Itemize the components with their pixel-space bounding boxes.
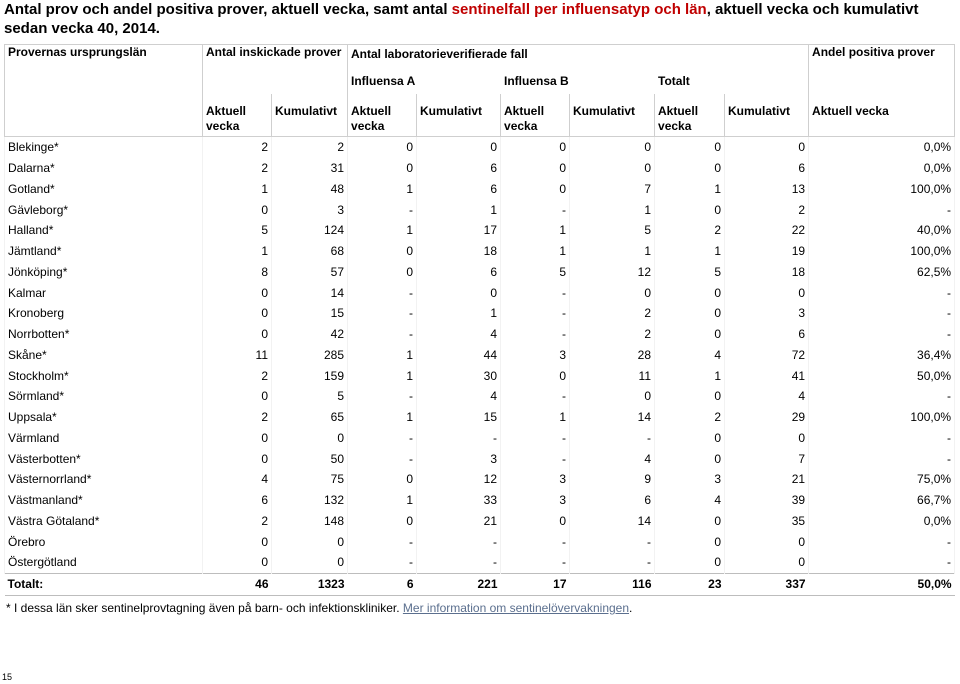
total-label: Totalt: xyxy=(5,573,203,595)
region-cell: Östergötland xyxy=(5,552,203,573)
value-cell: 0 xyxy=(501,137,570,158)
table-row xyxy=(5,282,955,303)
value-cell: 1 xyxy=(655,365,725,386)
value-cell: 0,0% xyxy=(809,511,955,532)
value-cell: 48 xyxy=(272,179,348,200)
value-cell: 22 xyxy=(725,220,809,241)
value-cell: 0 xyxy=(203,428,272,449)
value-cell: 41 xyxy=(725,365,809,386)
value-cell: 7 xyxy=(725,448,809,469)
value-cell: 2 xyxy=(203,511,272,532)
value-cell: 3 xyxy=(501,345,570,366)
table-row xyxy=(5,365,955,386)
region-cell: Dalarna* xyxy=(5,158,203,179)
value-cell: 6 xyxy=(417,158,501,179)
region-cell: Västerbotten* xyxy=(5,448,203,469)
value-cell: 21 xyxy=(725,469,809,490)
region-cell: Norrbotten* xyxy=(5,324,203,345)
value-cell: - xyxy=(570,428,655,449)
value-cell: 0 xyxy=(570,158,655,179)
region-cell: Uppsala* xyxy=(5,407,203,428)
value-cell: 1 xyxy=(501,220,570,241)
region-cell: Halland* xyxy=(5,220,203,241)
value-cell: 1 xyxy=(348,220,417,241)
value-cell: 0 xyxy=(655,552,725,573)
total-cell: 116 xyxy=(570,573,655,595)
value-cell: 100,0% xyxy=(809,179,955,200)
value-cell: - xyxy=(570,531,655,552)
value-cell: 3 xyxy=(272,199,348,220)
value-cell: 14 xyxy=(570,407,655,428)
value-cell: - xyxy=(809,199,955,220)
value-cell: - xyxy=(501,282,570,303)
value-cell: 39 xyxy=(725,490,809,511)
value-cell: 50 xyxy=(272,448,348,469)
value-cell: 2 xyxy=(570,324,655,345)
value-cell: 0 xyxy=(725,282,809,303)
value-cell: 0 xyxy=(203,303,272,324)
header-lab xyxy=(348,45,809,94)
value-cell: 1 xyxy=(348,407,417,428)
value-cell: 4 xyxy=(203,469,272,490)
table-row xyxy=(5,490,955,511)
value-cell: 0 xyxy=(655,199,725,220)
total-cell: 1323 xyxy=(272,573,348,595)
value-cell: 0 xyxy=(655,282,725,303)
total-cell: 50,0% xyxy=(809,573,955,595)
table-row xyxy=(5,137,955,158)
value-cell: 0 xyxy=(203,199,272,220)
table-row xyxy=(5,179,955,200)
value-cell: 62,5% xyxy=(809,262,955,283)
value-cell: 0 xyxy=(570,137,655,158)
header-share: Andel positiva prover xyxy=(809,45,955,94)
value-cell: 0 xyxy=(348,511,417,532)
value-cell: 1 xyxy=(417,303,501,324)
value-cell: 285 xyxy=(272,345,348,366)
value-cell: 8 xyxy=(203,262,272,283)
value-cell: 0 xyxy=(203,324,272,345)
value-cell: 6 xyxy=(725,158,809,179)
value-cell: 4 xyxy=(417,386,501,407)
value-cell: - xyxy=(501,552,570,573)
header-flu-a-cumulative: Kumulativt xyxy=(417,94,501,137)
value-cell: 0,0% xyxy=(809,158,955,179)
value-cell: 0 xyxy=(417,282,501,303)
value-cell: 0 xyxy=(570,282,655,303)
table-row xyxy=(5,511,955,532)
value-cell: 68 xyxy=(272,241,348,262)
value-cell: 1 xyxy=(655,241,725,262)
value-cell: 0 xyxy=(272,552,348,573)
value-cell: - xyxy=(809,448,955,469)
value-cell: 15 xyxy=(272,303,348,324)
value-cell: - xyxy=(348,199,417,220)
footnote xyxy=(6,601,632,615)
value-cell: 35 xyxy=(725,511,809,532)
value-cell: 0 xyxy=(725,552,809,573)
value-cell: 6 xyxy=(417,179,501,200)
value-cell: 3 xyxy=(655,469,725,490)
value-cell: 159 xyxy=(272,365,348,386)
value-cell: 0 xyxy=(655,303,725,324)
value-cell: - xyxy=(501,324,570,345)
value-cell: 1 xyxy=(348,365,417,386)
value-cell: 0 xyxy=(348,469,417,490)
region-cell: Gotland* xyxy=(5,179,203,200)
value-cell: 31 xyxy=(272,158,348,179)
header-flu-b-cumulative: Kumulativt xyxy=(570,94,655,137)
value-cell: 1 xyxy=(501,407,570,428)
value-cell: 13 xyxy=(725,179,809,200)
value-cell: 0 xyxy=(570,386,655,407)
region-cell: Västernorrland* xyxy=(5,469,203,490)
value-cell: - xyxy=(809,552,955,573)
total-cell: 23 xyxy=(655,573,725,595)
value-cell: 0 xyxy=(655,158,725,179)
value-cell: 0 xyxy=(348,158,417,179)
value-cell: 29 xyxy=(725,407,809,428)
region-cell: Kronoberg xyxy=(5,303,203,324)
value-cell: 4 xyxy=(655,490,725,511)
footnote-text: * I dessa län sker sentinelprovtagning även på barn- och infektionskliniker. xyxy=(6,601,403,615)
header-sent: Antal inskickade prover xyxy=(203,45,348,94)
value-cell: - xyxy=(348,282,417,303)
value-cell: 6 xyxy=(417,262,501,283)
header-sent-current: Aktuell vecka xyxy=(203,94,272,137)
table-row xyxy=(5,531,955,552)
table-row xyxy=(5,199,955,220)
value-cell: 0 xyxy=(203,531,272,552)
table-row xyxy=(5,324,955,345)
table-row xyxy=(5,407,955,428)
region-cell: Sörmland* xyxy=(5,386,203,407)
region-cell: Västmanland* xyxy=(5,490,203,511)
value-cell: 0,0% xyxy=(809,137,955,158)
value-cell: - xyxy=(501,448,570,469)
header-flu-b: Influensa B xyxy=(504,74,569,88)
value-cell: 1 xyxy=(348,345,417,366)
value-cell: 4 xyxy=(570,448,655,469)
title-highlight: sentinelfall per influensatyp och län xyxy=(451,1,707,18)
value-cell: 66,7% xyxy=(809,490,955,511)
sentinel-table xyxy=(4,44,955,596)
header-sent-cumulative: Kumulativt xyxy=(272,94,348,137)
value-cell: 5 xyxy=(501,262,570,283)
value-cell: 0 xyxy=(203,282,272,303)
value-cell: 65 xyxy=(272,407,348,428)
header-total-current: Aktuell vecka xyxy=(655,94,725,137)
value-cell: 17 xyxy=(417,220,501,241)
region-cell: Gävleborg* xyxy=(5,199,203,220)
total-cell: 46 xyxy=(203,573,272,595)
value-cell: - xyxy=(809,303,955,324)
value-cell: 0 xyxy=(203,448,272,469)
value-cell: - xyxy=(348,552,417,573)
value-cell: 5 xyxy=(203,220,272,241)
value-cell: 1 xyxy=(655,179,725,200)
value-cell: 100,0% xyxy=(809,407,955,428)
value-cell: 6 xyxy=(203,490,272,511)
table-row xyxy=(5,448,955,469)
value-cell: 0 xyxy=(348,241,417,262)
value-cell: 12 xyxy=(417,469,501,490)
page-number: 15 xyxy=(2,672,13,682)
value-cell: 28 xyxy=(570,345,655,366)
value-cell: 1 xyxy=(501,241,570,262)
table-row xyxy=(5,386,955,407)
table-row xyxy=(5,158,955,179)
value-cell: - xyxy=(417,531,501,552)
table-row xyxy=(5,345,955,366)
value-cell: - xyxy=(501,303,570,324)
value-cell: 19 xyxy=(725,241,809,262)
value-cell: - xyxy=(809,324,955,345)
page-title xyxy=(4,0,954,38)
table-row xyxy=(5,262,955,283)
value-cell: - xyxy=(348,428,417,449)
table-row xyxy=(5,428,955,449)
table-body xyxy=(5,137,955,574)
footnote-end: . xyxy=(629,601,633,615)
total-row xyxy=(5,573,955,595)
value-cell: 0 xyxy=(655,324,725,345)
value-cell: 75 xyxy=(272,469,348,490)
value-cell: 0 xyxy=(501,511,570,532)
value-cell: - xyxy=(501,199,570,220)
value-cell: 18 xyxy=(725,262,809,283)
value-cell: - xyxy=(417,552,501,573)
region-cell: Kalmar xyxy=(5,282,203,303)
value-cell: 100,0% xyxy=(809,241,955,262)
value-cell: 5 xyxy=(655,262,725,283)
region-cell: Jönköping* xyxy=(5,262,203,283)
value-cell: 0 xyxy=(348,137,417,158)
sentinel-info-link[interactable]: Mer information om sentinelövervakningen xyxy=(402,601,630,615)
value-cell: - xyxy=(809,282,955,303)
header-total: Totalt xyxy=(658,74,690,88)
value-cell: 21 xyxy=(417,511,501,532)
value-cell: 14 xyxy=(570,511,655,532)
table-row xyxy=(5,552,955,573)
value-cell: 50,0% xyxy=(809,365,955,386)
value-cell: - xyxy=(809,386,955,407)
value-cell: 11 xyxy=(203,345,272,366)
value-cell: 44 xyxy=(417,345,501,366)
value-cell: 2 xyxy=(203,407,272,428)
region-cell: Värmland xyxy=(5,428,203,449)
value-cell: 148 xyxy=(272,511,348,532)
value-cell: - xyxy=(348,448,417,469)
value-cell: 0 xyxy=(655,448,725,469)
value-cell: 3 xyxy=(501,490,570,511)
value-cell: 30 xyxy=(417,365,501,386)
value-cell: 1 xyxy=(570,199,655,220)
value-cell: - xyxy=(348,386,417,407)
value-cell: 0 xyxy=(203,552,272,573)
value-cell: 0 xyxy=(417,137,501,158)
total-cell: 337 xyxy=(725,573,809,595)
value-cell: 132 xyxy=(272,490,348,511)
value-cell: 33 xyxy=(417,490,501,511)
value-cell: 0 xyxy=(725,531,809,552)
table-row xyxy=(5,469,955,490)
value-cell: 0 xyxy=(501,365,570,386)
total-cell: 221 xyxy=(417,573,501,595)
value-cell: 0 xyxy=(655,386,725,407)
value-cell: - xyxy=(417,428,501,449)
value-cell: 0 xyxy=(655,511,725,532)
value-cell: 3 xyxy=(501,469,570,490)
value-cell: 18 xyxy=(417,241,501,262)
value-cell: 3 xyxy=(725,303,809,324)
value-cell: 5 xyxy=(570,220,655,241)
value-cell: 7 xyxy=(570,179,655,200)
table-row xyxy=(5,241,955,262)
value-cell: 11 xyxy=(570,365,655,386)
value-cell: 0 xyxy=(272,531,348,552)
title-part2: , aktuell vecka och kumulativt sedan vecka 40, 2014. xyxy=(4,1,919,37)
value-cell: 0 xyxy=(725,428,809,449)
value-cell: 9 xyxy=(570,469,655,490)
value-cell: 40,0% xyxy=(809,220,955,241)
value-cell: 1 xyxy=(348,490,417,511)
header-region: Provernas ursprungslän xyxy=(5,45,203,137)
value-cell: 14 xyxy=(272,282,348,303)
value-cell: 0 xyxy=(501,158,570,179)
value-cell: 1 xyxy=(570,241,655,262)
value-cell: 12 xyxy=(570,262,655,283)
value-cell: 15 xyxy=(417,407,501,428)
value-cell: 0 xyxy=(203,386,272,407)
value-cell: 0 xyxy=(725,137,809,158)
header-share-current: Aktuell vecka xyxy=(809,94,955,137)
value-cell: - xyxy=(348,324,417,345)
value-cell: 0 xyxy=(655,428,725,449)
value-cell: - xyxy=(809,531,955,552)
title-part1: Antal prov och andel positiva prover, aktuell vecka, samt antal xyxy=(4,1,452,18)
value-cell: 6 xyxy=(570,490,655,511)
value-cell: 57 xyxy=(272,262,348,283)
region-cell: Örebro xyxy=(5,531,203,552)
value-cell: 0 xyxy=(655,137,725,158)
value-cell: - xyxy=(348,303,417,324)
value-cell: 0 xyxy=(348,262,417,283)
value-cell: 42 xyxy=(272,324,348,345)
value-cell: 2 xyxy=(272,137,348,158)
value-cell: 75,0% xyxy=(809,469,955,490)
value-cell: 4 xyxy=(417,324,501,345)
value-cell: 4 xyxy=(725,386,809,407)
value-cell: 2 xyxy=(203,365,272,386)
value-cell: 0 xyxy=(501,179,570,200)
region-cell: Stockholm* xyxy=(5,365,203,386)
header-flu-b-current: Aktuell vecka xyxy=(501,94,570,137)
total-cell: 6 xyxy=(348,573,417,595)
value-cell: 2 xyxy=(725,199,809,220)
region-cell: Skåne* xyxy=(5,345,203,366)
header-flu-a: Influensa A xyxy=(351,74,416,88)
value-cell: 6 xyxy=(725,324,809,345)
region-cell: Blekinge* xyxy=(5,137,203,158)
value-cell: 2 xyxy=(203,158,272,179)
value-cell: 1 xyxy=(203,241,272,262)
value-cell: - xyxy=(501,386,570,407)
value-cell: - xyxy=(809,428,955,449)
value-cell: 36,4% xyxy=(809,345,955,366)
value-cell: 2 xyxy=(655,220,725,241)
total-cell: 17 xyxy=(501,573,570,595)
value-cell: 72 xyxy=(725,345,809,366)
value-cell: 2 xyxy=(203,137,272,158)
table-row xyxy=(5,220,955,241)
value-cell: 124 xyxy=(272,220,348,241)
value-cell: 0 xyxy=(655,531,725,552)
region-cell: Västra Götaland* xyxy=(5,511,203,532)
table-row xyxy=(5,303,955,324)
value-cell: 2 xyxy=(570,303,655,324)
header-flu-a-current: Aktuell vecka xyxy=(348,94,417,137)
value-cell: 3 xyxy=(417,448,501,469)
region-cell: Jämtland* xyxy=(5,241,203,262)
value-cell: 1 xyxy=(348,179,417,200)
header-lab-label: Antal laboratorieverifierade fall xyxy=(351,47,528,61)
value-cell: - xyxy=(501,531,570,552)
value-cell: 5 xyxy=(272,386,348,407)
value-cell: 1 xyxy=(417,199,501,220)
value-cell: - xyxy=(348,531,417,552)
value-cell: - xyxy=(570,552,655,573)
value-cell: 2 xyxy=(655,407,725,428)
value-cell: - xyxy=(501,428,570,449)
header-total-cumulative: Kumulativt xyxy=(725,94,809,137)
value-cell: 0 xyxy=(272,428,348,449)
value-cell: 1 xyxy=(203,179,272,200)
value-cell: 4 xyxy=(655,345,725,366)
